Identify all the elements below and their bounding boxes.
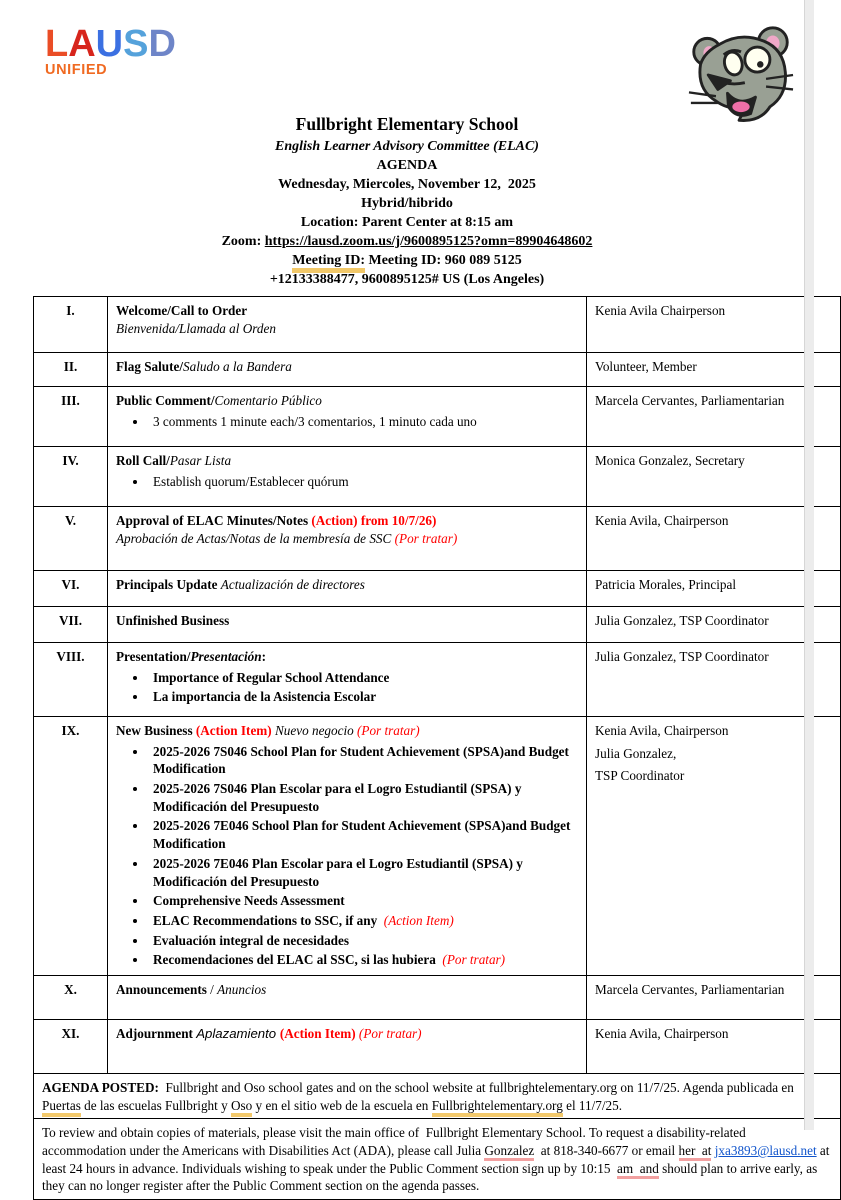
page-edge-strip [804, 0, 814, 1130]
presenter-name: Patricia Morales, Principal [595, 577, 736, 593]
school-name: Fullbright Elementary School [295, 114, 519, 134]
logo-letter: U [95, 23, 124, 65]
row-number: IX. [34, 717, 108, 976]
text-segment: To review and obtain copies of materials, please visit the main office of Fullbright Elementary School. To request a disability-related accommodation under the Americans with Disabilities Act (ADA), please call Julia [42, 1125, 750, 1159]
presenter-name: Julia Gonzalez, [595, 745, 677, 761]
text-segment: Aplazamiento [196, 1025, 280, 1041]
meeting-id-line [0, 251, 814, 270]
text-segment: 2025-2026 7S046 Plan Escolar para el Logro Estudiantil (SPSA) y Modificación del Presupuesto [153, 781, 525, 814]
text-segment: should plan to arrive early, as they can no longer register after the Public Comment section on the agenda passes. [42, 1160, 821, 1194]
row-content [108, 975, 587, 1019]
text-segment: Gonzalez [484, 1143, 534, 1161]
text-segment: (Action Item) [195, 723, 272, 739]
text-segment: Aprobación de Actas/Notas de la membresía de SSC [116, 530, 395, 546]
text-segment: (Por tratar) [394, 530, 458, 546]
table-row [34, 571, 841, 607]
text-segment: Principals Update [116, 577, 221, 593]
row-content [108, 297, 587, 353]
meeting-mode: Hybrid/hibrido [361, 195, 453, 211]
agenda-item-line [116, 981, 578, 999]
text-segment: at least 24 hours in advance. Individuals wishing to speak under the Public Comment section sign up by 10:15 [42, 1143, 833, 1176]
bullet-item [148, 413, 578, 431]
row-number: VII. [34, 607, 108, 643]
text-segment: y en el sitio web de la escuela en [252, 1097, 432, 1113]
table-row [34, 1019, 841, 1073]
text-segment: Establish quorum/Establecer quórum [153, 473, 349, 489]
text-segment: New Business [116, 723, 196, 739]
text-segment: Recomendaciones del ELAC al SSC, si las hubiera [153, 952, 443, 968]
table-row [34, 387, 841, 447]
text-segment: am and [617, 1161, 659, 1179]
bullet-item [148, 932, 578, 950]
text-segment: Unfinished Business [116, 613, 230, 629]
text-segment: (Por tratar) [358, 1025, 422, 1041]
text-segment: (Por tratar) [442, 952, 506, 968]
row-presenter [587, 1019, 841, 1073]
text-segment: La importancia de la Asistencia Escolar [153, 689, 377, 705]
zoom-line [0, 232, 814, 251]
presenter-name: Kenia Avila, Chairperson [595, 513, 729, 529]
text-segment: (Action) from 10/7/26) [311, 513, 437, 529]
meeting-id-highlighted: Meeting ID: [292, 253, 365, 273]
text-segment: Announcements [116, 981, 211, 997]
logo-letter: S [123, 23, 149, 65]
row-content [108, 387, 587, 447]
bullet-item [148, 855, 578, 890]
text-segment: 2025-2026 7E046 Plan Escolar para el Logro Estudiantil (SPSA) y Modificación del Presupuesto [153, 855, 527, 889]
bullet-item [148, 892, 578, 910]
text-segment: el 11/7/25. [562, 1097, 623, 1113]
text-segment: 3 comments 1 minute each/3 comentarios, 1 minuto cada uno [153, 413, 477, 429]
text-segment: 2025-2026 7E046 School Plan for Student Achievement (SPSA)and Budget Modification [153, 818, 574, 852]
row-number: II. [34, 353, 108, 387]
text-segment: ELAC Recommendations to SSC, if any [153, 912, 384, 928]
lausd-logo [45, 23, 176, 79]
text-segment: Puertas [42, 1098, 81, 1117]
panther-mascot-icon [682, 22, 800, 128]
presenter-name: Marcela Cervantes, Parliamentarian [595, 393, 785, 409]
table-row [34, 507, 841, 571]
lausd-logo-letters [45, 23, 176, 65]
text-segment: Fullbright and Oso school gates and on the school website at fullbrightelementary.org on 11/7/25. Agenda publicada en [165, 1079, 798, 1095]
agenda-item-line [116, 320, 578, 338]
text-segment: Nuevo negocio [271, 723, 358, 739]
bullet-item [148, 912, 578, 930]
text-segment: Importance of Regular School Attendance [153, 669, 390, 685]
agenda-item-line [116, 530, 578, 548]
row-presenter [587, 387, 841, 447]
lausd-logo-unified: UNIFIED [45, 62, 108, 79]
meeting-location: Location: Parent Center at 8:15 am [300, 214, 514, 230]
row-presenter [587, 353, 841, 387]
row-number: I. [34, 297, 108, 353]
posted-row [34, 1073, 841, 1118]
table-row [34, 447, 841, 507]
presenter-name: Julia Gonzalez, TSP Coordinator [595, 613, 769, 629]
row-number: X. [34, 975, 108, 1019]
text-segment: Evaluación integral de necesidades [153, 932, 349, 948]
email-link[interactable]: jxa3893@lausd.net [714, 1143, 817, 1159]
table-row [34, 297, 841, 353]
row-presenter [587, 975, 841, 1019]
agenda-item-line [116, 302, 578, 320]
row-content [108, 353, 587, 387]
bullet-list [148, 413, 578, 431]
row-number: VIII. [34, 643, 108, 717]
bullet-list [148, 473, 578, 491]
posted-row-cell [34, 1073, 841, 1118]
text-segment: Welcome/Call to Order [116, 303, 248, 319]
presenter-name: Volunteer, Member [595, 359, 697, 375]
text-segment: Pasar Lista [169, 453, 232, 469]
text-segment: Oso [231, 1098, 252, 1117]
row-presenter [587, 297, 841, 353]
agenda-table [33, 296, 841, 1200]
bullet-item [148, 951, 578, 969]
text-segment: (Action Item) [383, 912, 454, 928]
agenda-item-line [116, 512, 578, 530]
agenda-label: AGENDA [376, 157, 438, 173]
text-segment: Roll Call/ [116, 453, 170, 469]
row-presenter [587, 507, 841, 571]
text-segment: : [261, 649, 266, 665]
agenda-item-line [116, 392, 578, 410]
logo-letter: A [68, 23, 96, 65]
zoom-link[interactable]: https://lausd.zoom.us/j/9600895125?omn=89904648602 [264, 233, 593, 249]
row-presenter [587, 643, 841, 717]
row-content [108, 1019, 587, 1073]
logo-letter: L [45, 23, 69, 65]
agenda-item-line [116, 576, 578, 594]
row-presenter [587, 571, 841, 607]
row-number: IV. [34, 447, 108, 507]
row-content [108, 643, 587, 717]
zoom-label: Zoom: [221, 233, 265, 249]
text-segment: Comprehensive Needs Assessment [153, 893, 345, 909]
text-segment: (Action Item) [279, 1025, 356, 1041]
agenda-item-line [116, 452, 578, 470]
bullet-item [148, 473, 578, 491]
row-content [108, 447, 587, 507]
text-segment: Presentation/ [116, 649, 191, 665]
meeting-id-value: Meeting ID: 960 089 5125 [365, 252, 522, 268]
text-segment: Anuncios [217, 981, 267, 997]
row-number: V. [34, 507, 108, 571]
row-number: XI. [34, 1019, 108, 1073]
bullet-list [148, 743, 578, 969]
row-presenter [587, 717, 841, 976]
text-segment: Presentación [190, 649, 262, 665]
text-segment: Saludo a la Bandera [183, 359, 292, 375]
logo-letter: D [148, 23, 176, 65]
phone-line: +12133388477, 9600895125# US (Los Angeles) [269, 272, 545, 288]
bullet-item [148, 743, 578, 778]
table-row [34, 353, 841, 387]
text-segment: Adjournment [116, 1025, 197, 1041]
text-segment: Public Comment/ [116, 393, 215, 409]
fine-print-row [34, 1119, 841, 1200]
table-row [34, 717, 841, 976]
bullet-item [148, 669, 578, 687]
presenter-name: TSP Coordinator [595, 768, 685, 784]
agenda-item-line [116, 722, 578, 740]
text-segment: Fullbrightelementary.org [432, 1098, 563, 1117]
text-segment: (Por tratar) [357, 723, 420, 739]
bullet-item [148, 817, 578, 852]
text-segment: Bienvenida/Llamada al Orden [116, 320, 276, 336]
presenter-name: Monica Gonzalez, Secretary [595, 453, 745, 469]
committee-name: English Learner Advisory Committee (ELAC) [275, 138, 539, 154]
row-content [108, 607, 587, 643]
text-segment: Flag Salute/ [116, 359, 184, 375]
presenter-name: Marcela Cervantes, Parliamentarian [595, 981, 785, 997]
fine-print-row-cell [34, 1119, 841, 1200]
agenda-item-line [116, 648, 578, 666]
row-content [108, 717, 587, 976]
bullet-item [148, 688, 578, 706]
text-segment: Comentario Público [214, 393, 322, 409]
text-segment: 2025-2026 7S046 School Plan for Student Achievement (SPSA)and Budget Modification [153, 743, 573, 777]
text-segment: at 818-340-6677 or email [534, 1143, 679, 1159]
presenter-name: Kenia Avila, Chairperson [595, 1025, 729, 1041]
row-presenter [587, 607, 841, 643]
row-number: III. [34, 387, 108, 447]
text-segment: Actualización de directores [220, 577, 365, 593]
table-row [34, 975, 841, 1019]
text-segment: Approval of ELAC Minutes/Notes [116, 513, 312, 529]
agenda-item-line [116, 1025, 578, 1043]
meeting-date: Wednesday, Miercoles, November 12, 2025 [278, 176, 536, 192]
text-segment: her at [679, 1143, 712, 1161]
text-segment: de las escuelas Fullbright y [80, 1097, 231, 1113]
presenter-name: Kenia Avila, Chairperson [595, 723, 729, 739]
row-number: VI. [34, 571, 108, 607]
row-presenter [587, 447, 841, 507]
presenter-name: Kenia Avila Chairperson [595, 303, 726, 319]
presenter-name: Julia Gonzalez, TSP Coordinator [595, 649, 769, 665]
bullet-item [148, 780, 578, 815]
row-content [108, 507, 587, 571]
table-row [34, 607, 841, 643]
bullet-list [148, 669, 578, 706]
table-row [34, 643, 841, 717]
agenda-item-line [116, 612, 578, 630]
text-segment: AGENDA POSTED: [42, 1079, 166, 1095]
row-content [108, 571, 587, 607]
text-segment: / [210, 981, 218, 997]
agenda-item-line [116, 358, 578, 376]
